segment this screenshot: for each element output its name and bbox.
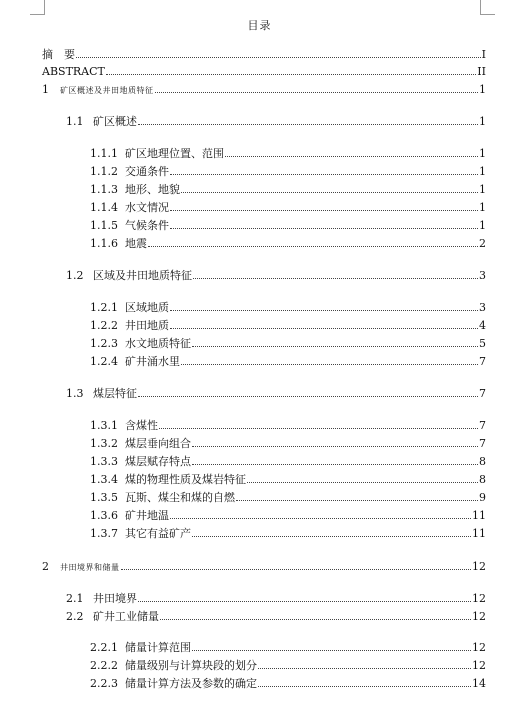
toc-entry-page: 5 xyxy=(479,337,486,350)
toc-entry[interactable] xyxy=(90,454,486,469)
toc-entry-page: 12 xyxy=(472,659,486,672)
toc-dot-leader xyxy=(192,640,471,651)
toc-dot-leader xyxy=(159,418,478,429)
toc-entry-page: 1 xyxy=(479,183,486,196)
toc-entry[interactable] xyxy=(90,526,486,541)
toc-dot-leader xyxy=(138,114,478,125)
toc-entry-page: 1 xyxy=(479,219,486,232)
toc-entry-title: 煤层垂向组合 xyxy=(125,437,191,450)
toc-entry-title: 水文地质特征 xyxy=(125,337,191,350)
toc-entry-number: 1.1.4 xyxy=(90,201,118,214)
toc-entry-title: 气候条件 xyxy=(125,219,169,232)
toc-entry-page: 11 xyxy=(472,509,486,522)
toc-dot-leader xyxy=(170,200,478,211)
toc-entry[interactable] xyxy=(90,436,486,451)
toc-entry-title: 煤的物理性质及煤岩特征 xyxy=(125,473,246,486)
toc-entry-page: 2 xyxy=(479,237,486,250)
toc-dot-leader xyxy=(121,559,472,570)
toc-entry-page: 7 xyxy=(479,437,486,450)
toc-entry[interactable] xyxy=(66,609,486,624)
toc-entry-title: 储量级别与计算块段的划分 xyxy=(125,659,257,672)
toc-dot-leader xyxy=(192,526,471,537)
toc-entry-title: 含煤性 xyxy=(125,419,158,432)
toc-entry-number: 1.1.1 xyxy=(90,147,118,160)
toc-entry-page: 9 xyxy=(479,491,486,504)
toc-entry-page: 7 xyxy=(479,419,486,432)
toc-entry-page: 3 xyxy=(479,269,486,282)
toc-dot-leader xyxy=(106,64,476,75)
toc-entry-number: 1.1.5 xyxy=(90,219,118,232)
toc-entry-number: 1.3.1 xyxy=(90,419,118,432)
toc-entry[interactable] xyxy=(42,559,486,575)
toc-entry-page: 4 xyxy=(479,319,486,332)
toc-entry[interactable] xyxy=(90,354,486,369)
toc-dot-leader xyxy=(170,218,478,229)
toc-dot-leader xyxy=(192,454,478,465)
toc-entry-number: 1.2 xyxy=(66,269,84,282)
page-corner-mark-right xyxy=(480,0,495,15)
toc-dot-leader xyxy=(170,318,478,329)
toc-entry-title: 井田境界 xyxy=(93,592,137,605)
toc-entry-page: 1 xyxy=(479,83,486,96)
toc-entry[interactable] xyxy=(90,318,486,333)
toc-entry[interactable] xyxy=(90,508,486,523)
toc-entry-number: 2.2.2 xyxy=(90,659,118,672)
toc-entry-page: 1 xyxy=(479,165,486,178)
toc-entry-title: 煤层赋存特点 xyxy=(125,455,191,468)
toc-entry-number: 1.2.2 xyxy=(90,319,118,332)
toc-entry-title: 交通条件 xyxy=(125,165,169,178)
toc-entry-title: 储量计算方法及参数的确定 xyxy=(125,677,257,690)
toc-entry-number: 1.3.2 xyxy=(90,437,118,450)
toc-entry-title: 区域地质 xyxy=(125,301,169,314)
toc-entry-title: 矿井涌水里 xyxy=(125,355,180,368)
toc-entry-page: 11 xyxy=(472,527,486,540)
toc-entry[interactable] xyxy=(90,336,486,351)
toc-entry-page: 8 xyxy=(479,455,486,468)
toc-entry[interactable] xyxy=(42,64,486,79)
toc-entry-number: 1 xyxy=(42,83,49,96)
toc-dot-leader xyxy=(170,300,478,311)
toc-entry-page: 12 xyxy=(472,592,486,605)
toc-entry-number: 2.2.3 xyxy=(90,677,118,690)
toc-dot-leader xyxy=(170,164,478,175)
toc-entry-number: 1.3.6 xyxy=(90,509,118,522)
toc-entry-title: 其它有益矿产 xyxy=(125,527,191,540)
toc-entry-page: 3 xyxy=(479,301,486,314)
toc-dot-leader xyxy=(192,436,478,447)
toc-entry-page: 7 xyxy=(479,387,486,400)
toc-entry[interactable] xyxy=(90,300,486,315)
toc-entry-title: 水文情况 xyxy=(125,201,169,214)
toc-dot-leader xyxy=(155,82,479,93)
toc-entry-number: ABSTRACT xyxy=(42,65,105,78)
toc-dot-leader xyxy=(258,676,471,687)
toc-entry-number: 1.1.6 xyxy=(90,237,118,250)
toc-entry-page: I xyxy=(481,48,486,61)
toc-entry-title: 地形、地貌 xyxy=(125,183,180,196)
toc-dot-leader xyxy=(193,268,478,279)
toc-entry[interactable] xyxy=(66,114,486,129)
toc-entry-title: 井田地质 xyxy=(125,319,169,332)
toc-entry-number: 1.1.3 xyxy=(90,183,118,196)
toc-entry-number: 1.1 xyxy=(66,115,84,128)
toc-entry[interactable] xyxy=(90,146,486,161)
toc-entry-number: 1.3 xyxy=(66,387,84,400)
toc-entry[interactable] xyxy=(90,164,486,179)
toc-entry-page: 12 xyxy=(472,560,486,573)
toc-entry-page: 1 xyxy=(479,201,486,214)
toc-entry[interactable] xyxy=(90,676,486,691)
toc-entry[interactable] xyxy=(90,182,486,197)
toc-entry-number: 2.2 xyxy=(66,610,84,623)
toc-entry[interactable] xyxy=(90,640,486,655)
toc-entry-title: 矿井地温 xyxy=(125,509,169,522)
toc-entry[interactable] xyxy=(66,591,486,606)
toc-dot-leader xyxy=(247,472,478,483)
toc-entry[interactable] xyxy=(90,658,486,673)
toc-dot-leader xyxy=(138,591,471,602)
toc-entry-title: 煤层特征 xyxy=(93,387,137,400)
toc-entry-number: 1.2.4 xyxy=(90,355,118,368)
toc-dot-leader xyxy=(236,490,478,501)
toc-entry-page: II xyxy=(477,65,486,78)
toc-entry-title: 矿区概述及井田地质特征 xyxy=(60,86,154,95)
toc-entry-page: 7 xyxy=(479,355,486,368)
toc-entry[interactable] xyxy=(42,47,486,62)
toc-dot-leader xyxy=(138,386,478,397)
toc-entry-title: 井田境界和储量 xyxy=(60,563,120,572)
toc-entry-number: 1.3.4 xyxy=(90,473,118,486)
toc-entry[interactable] xyxy=(90,236,486,251)
toc-entry-number: 1.2.1 xyxy=(90,301,118,314)
toc-entry-title: 矿区地理位置、范围 xyxy=(125,147,224,160)
toc-entry-number: 1.1.2 xyxy=(90,165,118,178)
toc-entry-page: 1 xyxy=(479,147,486,160)
toc-entry-title: 储量计算范围 xyxy=(125,641,191,654)
toc-dot-leader xyxy=(192,336,478,347)
toc-dot-leader xyxy=(225,146,478,157)
toc-entry-page: 14 xyxy=(472,677,486,690)
toc-entry-number: 1.3.7 xyxy=(90,527,118,540)
toc-dot-leader xyxy=(148,236,478,247)
toc-entry-title: 瓦斯、煤尘和煤的自燃 xyxy=(125,491,235,504)
toc-entry-page: 8 xyxy=(479,473,486,486)
toc-dot-leader xyxy=(181,354,478,365)
toc-entry-number: 1.3.3 xyxy=(90,455,118,468)
toc-entry-page: 12 xyxy=(472,610,486,623)
toc-entry-number: 2.2.1 xyxy=(90,641,118,654)
toc-dot-leader xyxy=(76,47,481,58)
toc-dot-leader xyxy=(181,182,478,193)
toc-entry-number: 摘 要 xyxy=(42,48,75,61)
toc-entry-title: 区域及井田地质特征 xyxy=(93,269,192,282)
toc-entry-number: 1.2.3 xyxy=(90,337,118,350)
toc-entry[interactable] xyxy=(90,472,486,487)
toc-entry[interactable] xyxy=(66,386,486,401)
page-corner-mark-left xyxy=(30,0,45,15)
toc-entry-title: 矿井工业储量 xyxy=(93,610,159,623)
toc-entry-title: 矿区概述 xyxy=(93,115,137,128)
toc-entry-page: 12 xyxy=(472,641,486,654)
toc-dot-leader xyxy=(258,658,471,669)
toc-entry[interactable] xyxy=(90,418,486,433)
toc-entry[interactable] xyxy=(90,490,486,505)
toc-entry[interactable] xyxy=(42,82,486,98)
page-title: 目录 xyxy=(247,19,272,32)
toc-entry[interactable] xyxy=(66,268,486,283)
toc-entry-page: 1 xyxy=(479,115,486,128)
toc-entry-number: 2 xyxy=(42,560,49,573)
toc-entry-number: 1.3.5 xyxy=(90,491,118,504)
toc-dot-leader xyxy=(160,609,471,620)
toc-dot-leader xyxy=(170,508,471,519)
toc-entry-number: 2.1 xyxy=(66,592,84,605)
toc-entry-title: 地震 xyxy=(125,237,147,250)
toc-entry[interactable] xyxy=(90,218,486,233)
toc-entry[interactable] xyxy=(90,200,486,215)
